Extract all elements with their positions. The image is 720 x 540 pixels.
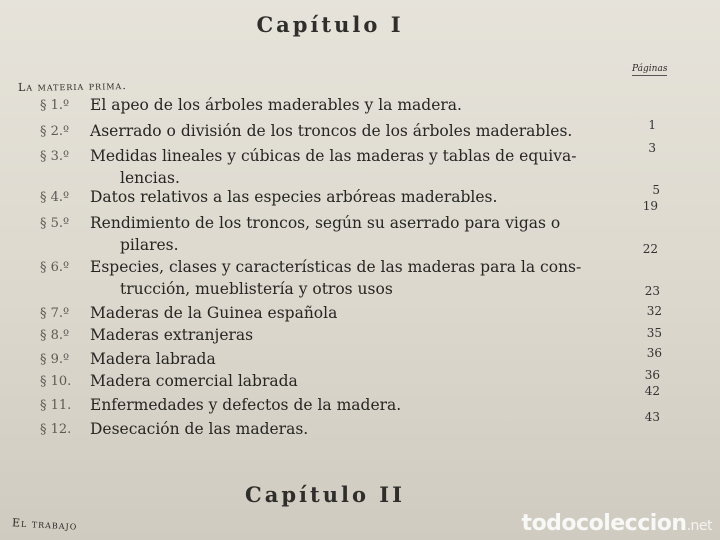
entry-title: Datos relativos a las especies arbóreas maderables. [90,188,498,206]
section-number: § 3.º [40,149,70,164]
page-number: 1 [648,118,656,132]
entry-title-continuation: pilares. [120,236,179,254]
chapter-2-title: Capítulo II [245,482,405,507]
section-number: § 8.º [40,328,70,343]
section-number: § 2.º [40,124,70,139]
section-number: § 11. [40,398,72,413]
next-section-label: El trabajo [11,516,78,533]
entry-title: El apeo de los árboles maderables y la madera. [90,96,462,114]
pages-column-header: Páginas [632,64,668,74]
entry-title: Desecación de las maderas. [90,420,309,438]
entry-title: Aserrado o división de los troncos de los árboles maderables. [90,122,573,140]
page-number: 19 [642,199,658,213]
chapter-1-title: Capítulo I [256,12,404,37]
watermark-brand: todocoleccion [521,511,687,536]
watermark-suffix: .net [686,518,712,534]
page-number: 36 [646,346,662,360]
entry-title: Maderas extranjeras [90,326,254,344]
page-number: 22 [642,242,658,256]
page-number: 36 [644,368,660,382]
section-number: § 9.º [40,352,70,367]
entry-title: Madera labrada [90,350,216,368]
entry-title-continuation: trucción, mueblistería y otros usos [120,280,393,298]
entry-title: Rendimiento de los troncos, según su aserrado para vigas o [90,214,561,232]
page-number: 5 [652,183,660,197]
page-number: 35 [646,326,662,340]
section-number: § 12. [40,422,72,437]
page-number: 43 [644,410,660,424]
section-number: § 7.º [40,306,70,321]
section-number: § 10. [40,374,72,389]
watermark-logo [522,511,712,536]
page-number: 23 [644,284,660,298]
section-number: § 4.º [40,190,70,205]
entry-title: Madera comercial labrada [90,372,298,390]
page-number: 32 [646,304,662,318]
entry-title: Maderas de la Guinea española [90,304,338,322]
page-number: 3 [648,141,656,155]
entry-title: Medidas lineales y cúbicas de las maderas y tablas de equiva- [90,147,577,165]
section-number: § 6.º [40,260,70,275]
entry-title: Especies, clases y características de las maderas para la cons- [90,258,582,276]
entry-title: Enfermedades y defectos de la madera. [90,396,402,414]
section-number: § 1.º [40,98,70,113]
section-label: La materia prima. [17,79,127,94]
entry-title-continuation: lencias. [120,169,180,187]
page-number: 42 [644,384,660,398]
section-number: § 5.º [40,216,70,231]
